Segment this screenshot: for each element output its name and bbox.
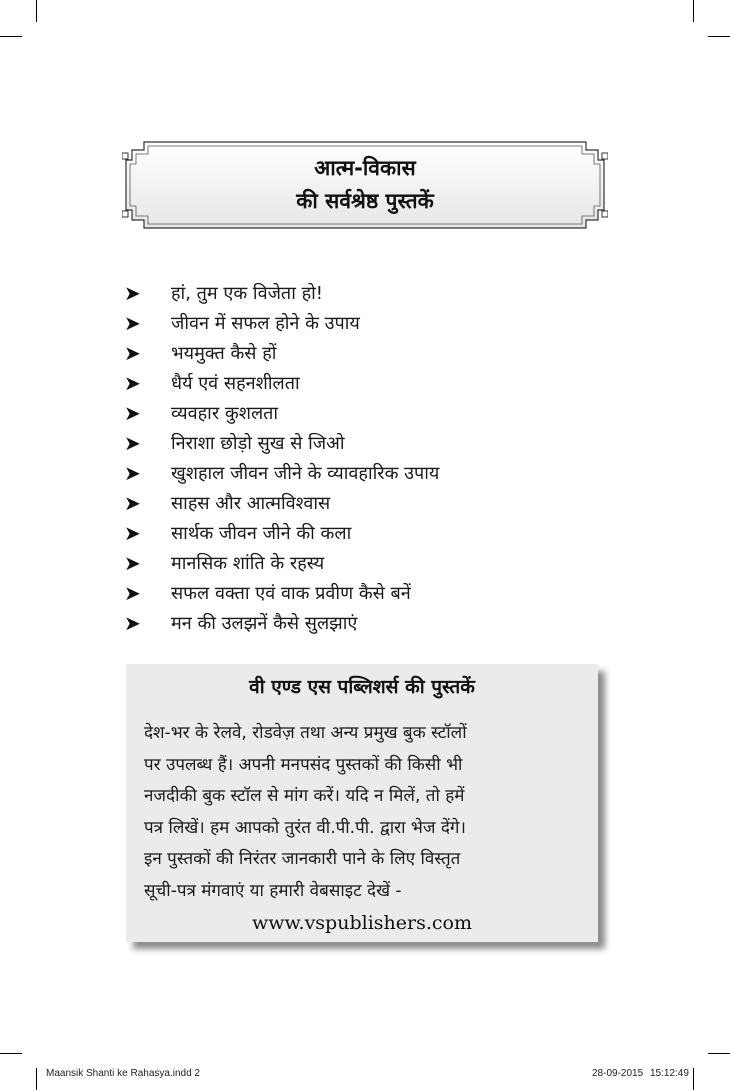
book-list-item <box>124 548 624 578</box>
arrow-bullet-icon: ➤ <box>124 551 141 575</box>
book-title: निराशा छोड़ो सुख से जिओ <box>171 433 345 454</box>
crop-mark-bottom-right-h <box>708 1053 730 1054</box>
book-title: सार्थक जीवन जीने की कला <box>171 523 352 544</box>
footer-time: 15:12:49 <box>650 1068 689 1079</box>
arrow-bullet-icon: ➤ <box>124 611 141 635</box>
crop-mark-bottom-right-v <box>693 1068 694 1090</box>
book-list-item <box>124 278 624 308</box>
footer-date: 28-09-2015 <box>592 1068 644 1079</box>
arrow-bullet-icon: ➤ <box>124 401 141 425</box>
book-list-item <box>124 488 624 518</box>
crop-mark-top-right-v <box>693 0 694 22</box>
crop-mark-bottom-left-v <box>36 1068 37 1090</box>
publisher-box-line: नजदीकी बुक स्टॉल से मांग करें। यदि न मिलें, तो हमें <box>144 786 465 806</box>
title-frame <box>122 138 608 232</box>
title-line-2: की सर्वश्रेष्ठ पुस्तकें <box>296 189 434 213</box>
website-link[interactable]: www.vspublishers.com <box>252 912 472 934</box>
title-text <box>122 138 608 232</box>
book-title: भयमुक्त कैसे हों <box>171 343 277 364</box>
book-list-item <box>124 308 624 338</box>
arrow-bullet-icon: ➤ <box>124 371 141 395</box>
arrow-bullet-icon: ➤ <box>124 581 141 605</box>
arrow-bullet-icon: ➤ <box>124 431 141 455</box>
publisher-info-box <box>126 664 598 942</box>
crop-mark-top-left-v <box>36 0 37 22</box>
publisher-box-line: सूची-पत्र मंगवाएं या हमारी वेबसाइट देखें - <box>144 880 402 901</box>
arrow-bullet-icon: ➤ <box>124 341 141 365</box>
book-list-item <box>124 428 624 458</box>
crop-mark-bottom-left-h <box>0 1053 22 1054</box>
arrow-bullet-icon: ➤ <box>124 521 141 545</box>
arrow-bullet-icon: ➤ <box>124 491 141 515</box>
book-list-item <box>124 518 624 548</box>
book-title: हां, तुम एक विजेता हो! <box>171 283 324 304</box>
book-title: साहस और आत्मविश्वास <box>171 493 331 514</box>
publisher-box-line: पत्र लिखें। हम आपको तुरंत वी.पी.पी. द्वारा भेज देंगे। <box>144 817 466 838</box>
book-title: खुशहाल जीवन जीने के व्यावहारिक उपाय <box>171 463 440 484</box>
book-list-item <box>124 398 624 428</box>
book-list-item <box>124 368 624 398</box>
publisher-box-line: देश-भर के रेलवे, रोडवेज़ तथा अन्य प्रमुख बुक स्टॉलों <box>144 723 467 743</box>
book-list-item <box>124 578 624 608</box>
crop-mark-top-right-h <box>708 36 730 37</box>
book-title: मानसिक शांति के रहस्य <box>171 553 325 574</box>
title-line-1: आत्म-विकास <box>314 156 416 180</box>
book-title: सफल वक्ता एवं वाक प्रवीण कैसे बनें <box>171 583 411 604</box>
book-title: जीवन में सफल होने के उपाय <box>171 313 360 334</box>
book-list <box>124 278 624 638</box>
publisher-box-body <box>144 718 576 907</box>
crop-mark-top-left-h <box>0 36 22 37</box>
footer-file-info: Maansik Shanti ke Rahasya.indd 2 <box>46 1068 200 1079</box>
publisher-box-line: इन पुस्तकों की निरंतर जानकारी पाने के लिए विस्तृत <box>144 849 461 869</box>
book-title: मन की उलझनें कैसे सुलझाएं <box>171 613 358 634</box>
publisher-box-line: पर उपलब्ध हैं। अपनी मनपसंद पुस्तकों की किसी भी <box>144 754 463 775</box>
arrow-bullet-icon: ➤ <box>124 461 141 485</box>
arrow-bullet-icon: ➤ <box>124 311 141 335</box>
book-list-item <box>124 458 624 488</box>
book-title: व्यवहार कुशलता <box>171 403 279 424</box>
book-title: धैर्य एवं सहनशीलता <box>171 373 300 394</box>
book-list-item <box>124 338 624 368</box>
arrow-bullet-icon: ➤ <box>124 281 141 305</box>
book-list-item <box>124 608 624 638</box>
publisher-box-heading: वी एण्ड एस पब्लिशर्स की पुस्तकें <box>249 676 475 698</box>
